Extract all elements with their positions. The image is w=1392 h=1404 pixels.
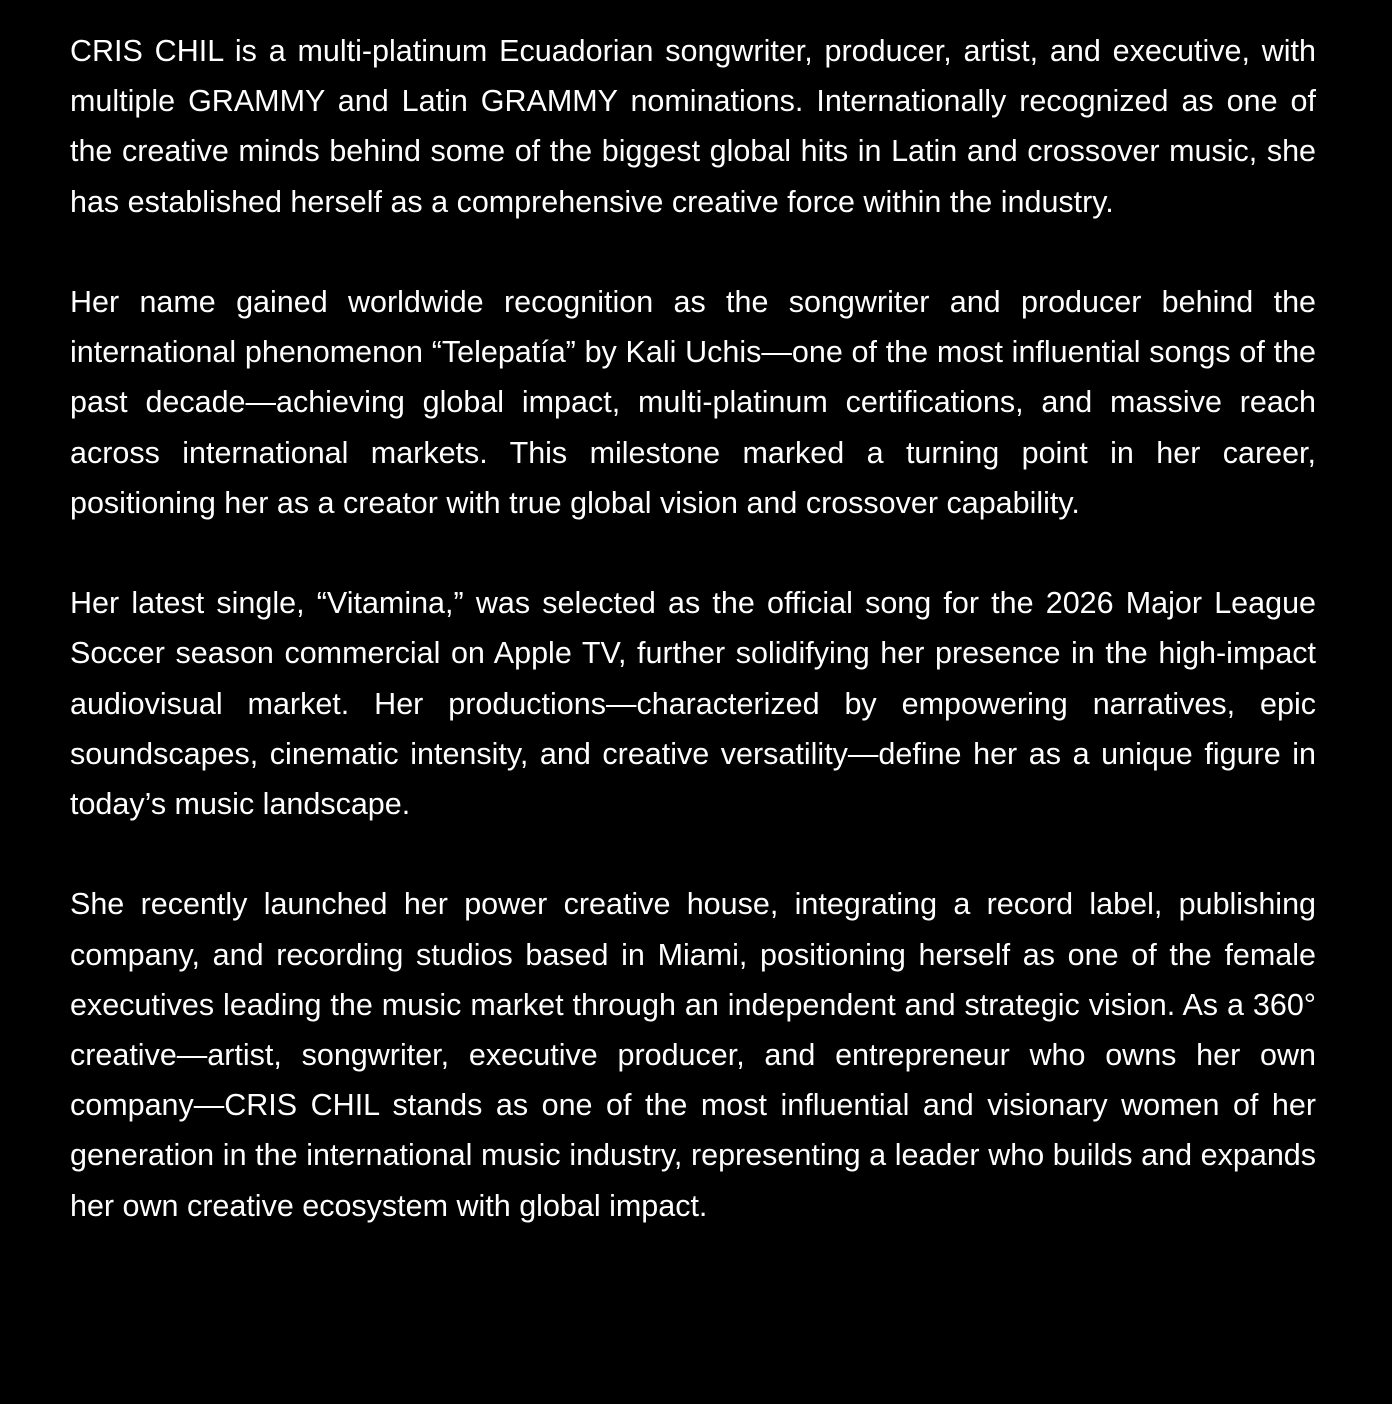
paragraph-intro: CRIS CHIL is a multi-platinum Ecuadorian songwriter, producer, artist, and executive, with multiple GRAMMY and Latin GRAMMY nominations. Internationally recognized as one of the creative minds behind some of the biggest global hits in Latin and crossover music, she has established herself as a comprehensive creative force within the industry. <box>70 34 1316 219</box>
paragraph-creative-house: She recently launched her power creative house, integrating a record label, publishing company, and recording studios based in Miami, positioning herself as one of the female executives leading the music market through an independent and strategic vision. As a 360° creative—artist, songwriter, executive producer, and entrepreneur who owns her own company—CRIS CHIL stands as one of the most influential and visionary women of her generation in the international music industry, representing a leader who builds and expands her own creative ecosystem with global impact. <box>70 887 1316 1223</box>
paragraph-vitamina: Her latest single, “Vitamina,” was selected as the official song for the 2026 Major League Soccer season commercial on Apple TV, further solidifying her presence in the high-impact audiovisual market. Her productions—characterized by empowering narratives, epic soundscapes, cinematic intensity, and creative versatility—define her as a unique figure in today’s music landscape. <box>70 586 1316 822</box>
paragraph-telepatia: Her name gained worldwide recognition as the songwriter and producer behind the international phenomenon “Telepatía” by Kali Uchis—one of the most influential songs of the past decade—achieving global impact, multi-platinum certifications, and massive reach across international markets. This milestone marked a turning point in her career, positioning her as a creator with true global vision and crossover capability. <box>70 285 1316 520</box>
bio-document <box>70 26 1316 1231</box>
